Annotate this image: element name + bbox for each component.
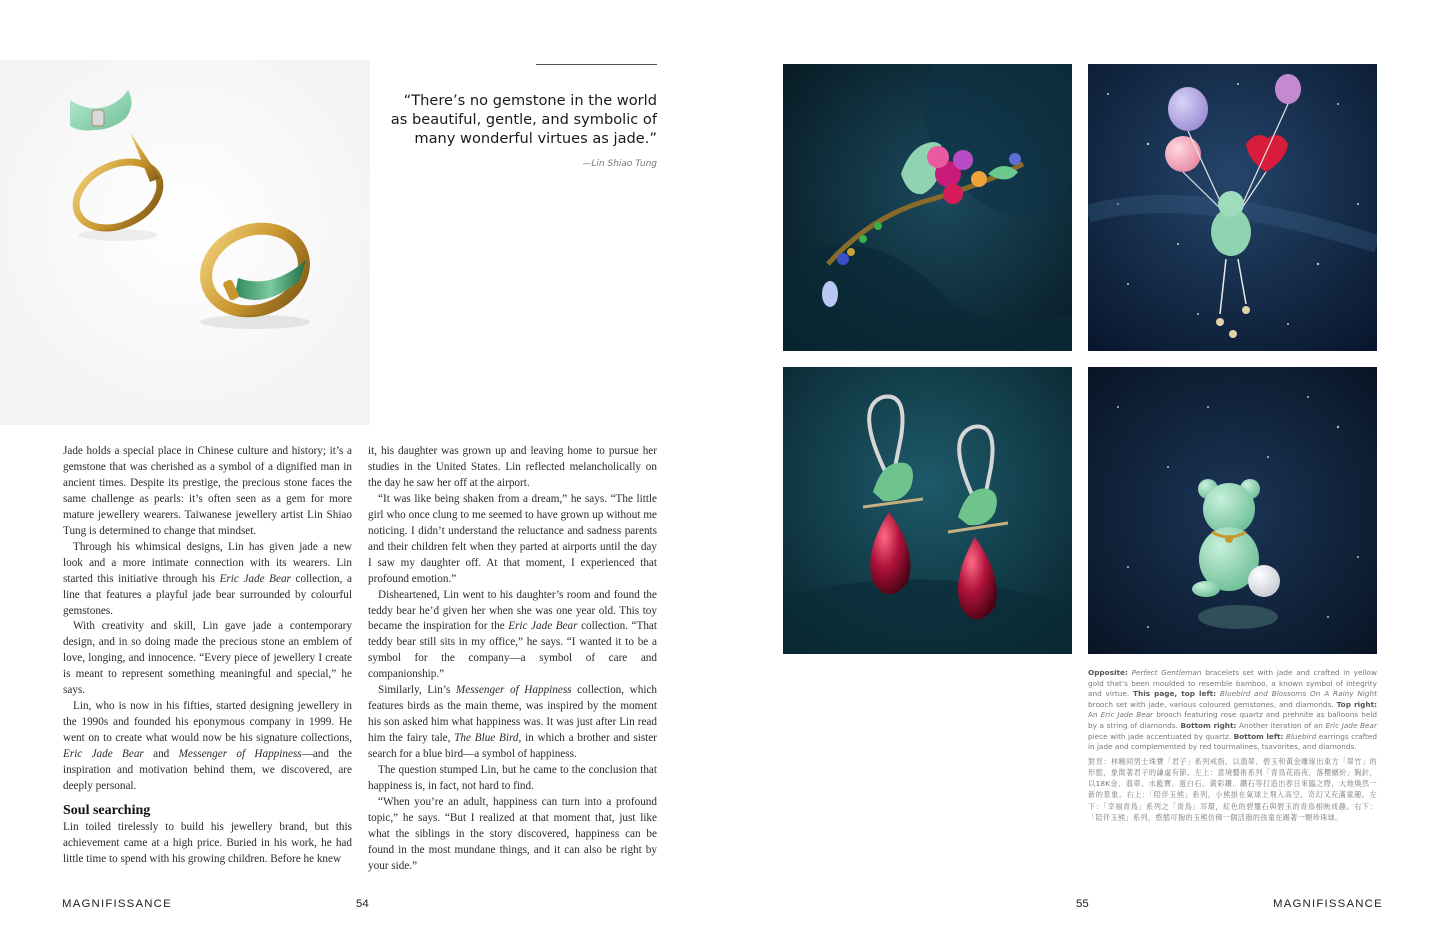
section-subhead: Soul searching (63, 802, 151, 818)
page-number-right: 55 (1076, 898, 1089, 910)
paragraph: Lin toiled tirelessly to build his jewellery brand, but this achievement came at a high price. Buried in his work, he had little time to spend with his growing children. Before he knew (63, 820, 352, 865)
rings-photo (0, 60, 370, 425)
quote-rule (536, 64, 657, 65)
paragraph: The question stumped Lin, but he came to the conclusion that happiness is, in fact, not hard to find. (368, 764, 657, 793)
article-column-2 (368, 444, 657, 875)
photo-caption (1088, 668, 1377, 823)
article-column-1 (63, 444, 352, 868)
paragraph: Lin, who is now in his fifties, started designing jewellery in the 1990s and founded his eponymous company in 1999. He went on to create what would now be his signature collections, Eric Jade Bear and Messenger of Happiness—and the inspiration and motivation behind them, we discovered, are deeply personal. (63, 700, 352, 793)
bluebird-earrings-photo (783, 367, 1072, 654)
footer-brand-left: MAGNIFISSANCE (62, 898, 172, 910)
pull-quote-line: “There’s no gemstone in the world (403, 92, 657, 109)
paragraph: Disheartened, Lin went to his daughter’s room and found the teddy bear he’d given her when she was one year old. This toy became the inspiration for the Eric Jade Bear collection. “That teddy bear still sits in my office,” he says. “I wanted it to be a symbol for the company—a symbol of care and companionship.” (368, 588, 658, 681)
paragraph: “It was like being shaken from a dream,” he says. “The little girl who once clung to me seemed to have grown up without me noticing. I didn’t understand the reluctance and sadness parents and their children felt when they parted at airports until the day I saw my daughter off. At that moment, I experienced that profound emotion.” (368, 492, 657, 585)
jade-bear-pearl-photo (1088, 367, 1377, 654)
pull-quote-line: as beautiful, gentle, and symbolic of (390, 111, 657, 128)
pull-quote (380, 91, 657, 148)
quote-attribution: —Lin Shiao Tung (582, 159, 657, 169)
paragraph: Similarly, Lin’s Messenger of Happiness collection, which features birds as the main theme, was inspired by the moment his son asked him what happiness was. It was just after Lin read him the fairy tale, The Blue Bird, in which a brother and sister search for a blue bird—a symbol of happiness. (368, 684, 658, 761)
page-number-left: 54 (356, 898, 369, 910)
bluebird-brooch-photo (783, 64, 1072, 351)
paragraph: “When you’re an adult, happiness can turn into a profound topic,” he says. “But I realized at that moment that, just like what the siblings in the story discovered, happiness can be found in the most mundane things, and it can also be right by your side.” (368, 795, 657, 872)
caption-chinese: 對頁：林曉同男士珠寶「君子」系列戒指，以翡翠、碧玉和黃金雕琢出東方「翠竹」的形態，象徵著君子的謙虛有節。左上：意境藝術系列「青鳥花雨夜．落櫻繽紛」胸針，以18K金、翡翠、水藍寶、蛋白石、黃彩鑽、鑽石等打造出春日來臨之際，大地煥然一新的景象。右上：「陪伴玉熊」系列，小熊掛在氣球上飛入高空，奇幻又充滿童趣。左下：「幸福青鳥」系列之「青鳥」耳環，紅色的碧璽石與碧玉的青鳥相映成趣。右下：「陪伴玉熊」系列，憨態可掬的玉熊仿佛一個活潑的孩童在踢著一顆珍珠球。 (1088, 756, 1377, 822)
paragraph: Through his whimsical designs, Lin has given jade a new look and a more intimate connection with its wearers. Lin started this initiative through his Eric Jade Bear collection, a line that features a playful jade bear surrounded by colourful gemstones. (63, 540, 352, 617)
bear-balloon-brooch-photo (1088, 64, 1377, 351)
pull-quote-line: many wonderful virtues as jade.” (414, 130, 657, 147)
paragraph: Jade holds a special place in Chinese culture and history; it’s a gemstone that was cherished as a symbol of a dignified man in ancient times. Despite its prestige, the precious stone faces the same challenge as pearls: it’s often seen as a gem for more mature jewellery wearers. Taiwanese jewellery artist Lin Shiao Tung is determined to change that mindset. (63, 445, 352, 537)
paragraph: it, his daughter was grown up and leaving home to pursue her studies in the United States. Lin reflected melancholically on the day he saw her off at the airport. (368, 445, 657, 489)
paragraph: With creativity and skill, Lin gave jade a contemporary design, and in so doing made the precious stone an emblem of love, longing, and innocence. “Every piece of jewellery I create is meant to represent something meaningful and special,” he says. (63, 620, 352, 697)
caption-english: Opposite: Perfect Gentleman bracelets set with jade and crafted in yellow gold that’s been moulded to resemble bamboo, a known symbol of integrity and virtue. This page, top left: Bluebird and Blossoms On A Rainy Night brooch set with jade, various coloured gemstones, and diamonds. Top right: An Eric Jade Bear brooch featuring rose quartz and prehnite as balloons held by a string of diamonds. Bottom right: Another iteration of an Eric Jade Bear piece with jade accentuated by quartz. Bottom left: Bluebird earrings crafted in jade and complemented by red tourmalines, tsavorites, and diamonds. (1088, 668, 1378, 752)
footer-brand-right: MAGNIFISSANCE (1273, 898, 1383, 910)
